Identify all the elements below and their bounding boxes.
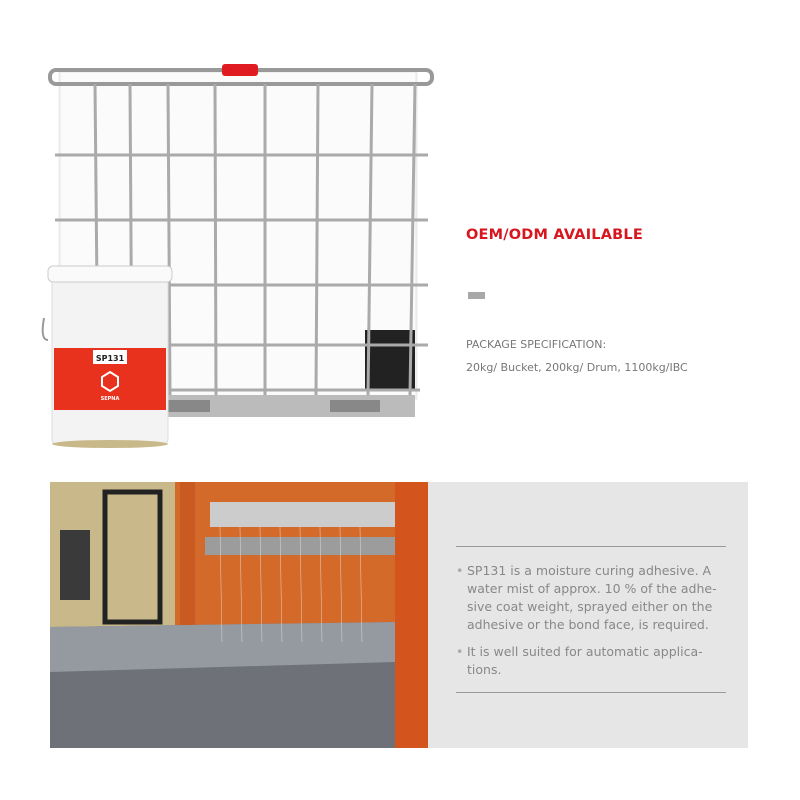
bucket-image [43,266,172,448]
feature-item: • SP131 is a moisture curing adhesive. A water mist of approx. 10 % of the adhe- sive coat weight, sprayed either on the adhesive or the bond face, is required. [456,563,717,632]
divider-mark [468,292,485,299]
factory-application-photo [50,482,428,748]
divider-bottom [456,692,726,693]
feature-item: • It is well suited for automatic applica- tions. [456,644,703,677]
bullet-icon: • [456,644,464,659]
package-spec-value: 20kg/ Bucket, 200kg/ Drum, 1100kg/IBC [466,361,688,374]
bullet-icon: • [456,563,464,578]
svg-text:SP131: SP131 [95,354,125,363]
package-spec-label: PACKAGE SPECIFICATION: [466,338,607,351]
svg-text:SEPNA: SEPNA [100,396,120,402]
product-packaging-image [0,0,440,460]
oem-odm-heading: OEM/ODM AVAILABLE [466,227,643,243]
divider-top [456,546,726,547]
